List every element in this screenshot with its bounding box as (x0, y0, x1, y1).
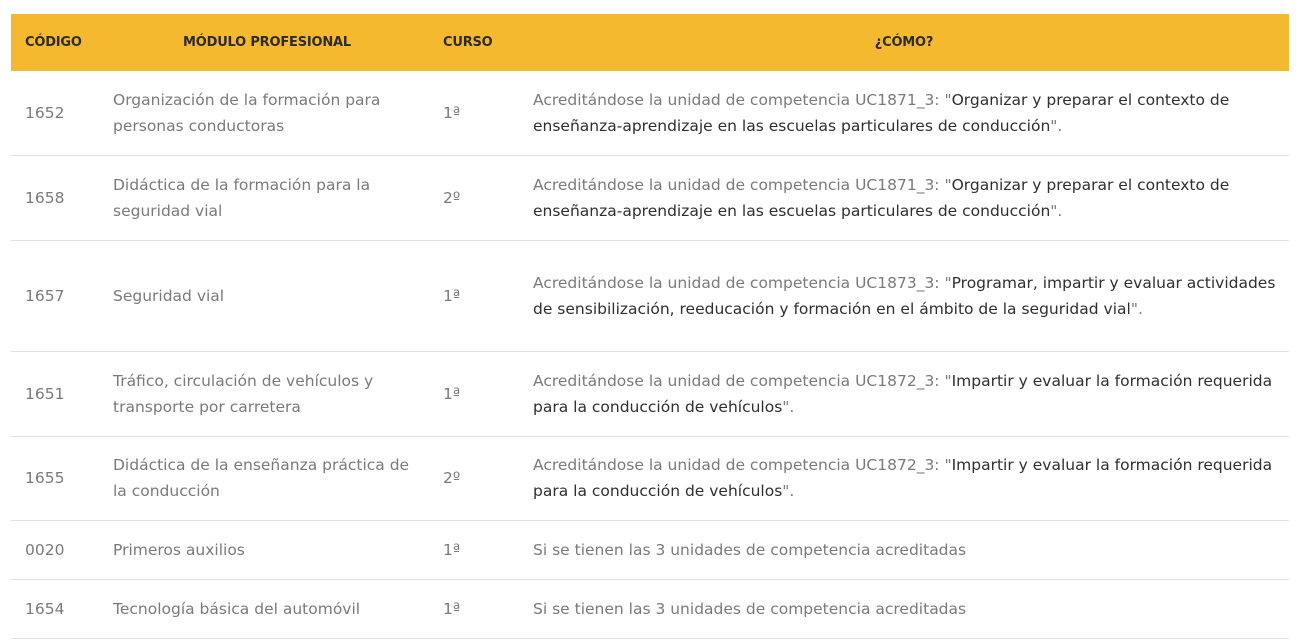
how-prefix: Acreditándose la unidad de competencia UC1871_3: " (533, 175, 952, 194)
how-strong: Impartir y evaluar la formación requerida para la conducción de vehículos (533, 456, 1273, 500)
how-strong: Programar, impartir y evaluar actividades de sensibilización, reeducación y formación en el ámbito de la seguridad vial (533, 273, 1276, 318)
header-how: ¿CÓMO? (874, 35, 934, 50)
how-suffix: ". (1130, 299, 1143, 318)
cell-module: Didáctica de la formación para la seguridad vial (113, 175, 371, 220)
cell-module: Didáctica de la enseñanza práctica de la conducción (113, 456, 410, 500)
cell-code: 1654 (25, 599, 65, 618)
table-row (11, 71, 1289, 155)
table-header-row (11, 14, 1289, 71)
how-prefix: Acreditándose la unidad de competencia UC1872_3: " (533, 371, 952, 390)
cell-how (519, 71, 1289, 155)
modules-table (11, 14, 1289, 639)
table-body (11, 71, 1289, 638)
table-row (11, 351, 1289, 436)
how-suffix: ". (1050, 201, 1063, 220)
how-prefix: Acreditándose la unidad de competencia UC1873_3: " (533, 273, 952, 292)
how-strong: Organizar y preparar el contexto de enseñanza-aprendizaje en las escuelas particulares de conducción (533, 175, 1230, 220)
how-prefix: Si se tienen las 3 unidades de competencia acreditadas (533, 599, 967, 618)
how-suffix: ". (1050, 116, 1063, 135)
cell-module: Primeros auxilios (113, 540, 245, 559)
cell-course: 1ª (443, 384, 461, 403)
cell-code: 0020 (25, 540, 65, 559)
cell-course: 1ª (443, 540, 461, 559)
table-row (11, 436, 1289, 520)
cell-module: Tecnología básica del automóvil (113, 599, 361, 618)
header-code: CÓDIGO (25, 35, 82, 50)
cell-how (519, 155, 1289, 240)
cell-module: Organización de la formación para personas conductoras (113, 90, 381, 135)
cell-code: 1657 (25, 286, 65, 305)
cell-course: 2º (443, 469, 461, 487)
how-prefix: Acreditándose la unidad de competencia UC1871_3: " (533, 90, 952, 109)
cell-module: Seguridad vial (113, 286, 225, 305)
cell-how (519, 351, 1289, 436)
modules-table-container (11, 14, 1289, 639)
table-row (11, 520, 1289, 579)
cell-how (519, 240, 1289, 351)
how-prefix: Acreditándose la unidad de competencia UC1872_3: " (533, 456, 952, 474)
cell-course: 2º (443, 188, 461, 207)
how-suffix: ". (782, 482, 795, 500)
cell-course: 1ª (443, 599, 461, 618)
table-row (11, 579, 1289, 638)
cell-code: 1655 (25, 469, 65, 487)
cell-how (519, 436, 1289, 520)
header-module: MÓDULO PROFESIONAL (183, 35, 351, 50)
how-suffix: ". (782, 397, 795, 416)
cell-course: 1ª (443, 103, 461, 122)
table-header (11, 14, 1289, 71)
cell-how (519, 579, 1289, 638)
cell-code: 1652 (25, 103, 65, 122)
cell-module: Tráfico, circulación de vehículos y transporte por carretera (113, 371, 374, 416)
table-row (11, 155, 1289, 240)
table-row (11, 240, 1289, 351)
cell-how (519, 520, 1289, 579)
cell-course: 1ª (443, 286, 461, 305)
cell-code: 1658 (25, 188, 65, 207)
how-strong: Impartir y evaluar la formación requerida para la conducción de vehículos (533, 371, 1273, 416)
how-prefix: Si se tienen las 3 unidades de competencia acreditadas (533, 540, 967, 559)
how-strong: Organizar y preparar el contexto de enseñanza-aprendizaje en las escuelas particulares de conducción (533, 90, 1230, 135)
header-course: CURSO (443, 35, 493, 50)
cell-code: 1651 (25, 384, 65, 403)
